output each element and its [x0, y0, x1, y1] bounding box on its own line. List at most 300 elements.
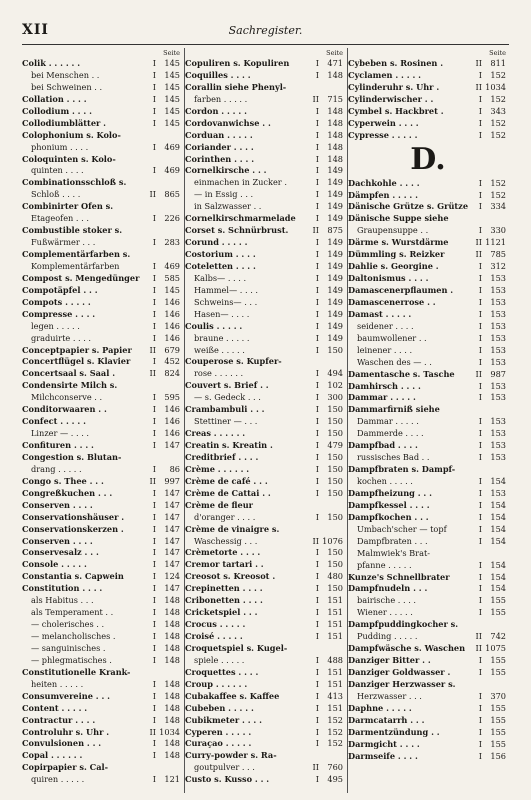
entry-volume: I [315, 392, 319, 403]
index-entry [185, 58, 345, 70]
entry-term: Cyperwein . . . . [348, 117, 419, 128]
entry-page: 150 [327, 416, 343, 427]
index-entry [185, 559, 345, 571]
entry-term: Dampfnudeln . . . [348, 583, 428, 594]
entry-term: Stettiner — . . . [194, 416, 258, 427]
entry-term: — melancholisches . [31, 631, 116, 641]
entry-term: Waschessig . . . [194, 535, 258, 546]
entry-page: 149 [327, 249, 343, 259]
entry-page: 155 [490, 595, 506, 606]
entry-term: Damascenerpflaumen . [348, 285, 454, 295]
index-entry [348, 249, 508, 261]
index-entry [348, 213, 508, 225]
entry-page: 155 [490, 714, 506, 725]
entry-volume: I [315, 774, 319, 785]
index-entry [22, 404, 182, 416]
entry-page: 147 [164, 559, 180, 570]
index-entry [348, 225, 508, 237]
entry-page: 469 [164, 260, 180, 271]
entry-volume: I [478, 535, 482, 546]
entry-volume: I [315, 511, 319, 522]
index-entry [348, 560, 508, 572]
entry-page: 153 [490, 452, 506, 463]
entry-volume: I [152, 81, 156, 92]
entry-volume: I [478, 571, 482, 582]
entry-term: russisches Bad . . [357, 452, 430, 463]
index-entry [185, 106, 345, 118]
index-entry [185, 750, 345, 762]
entry-term: Content . . . . . [22, 702, 88, 713]
entry-page: 146 [164, 320, 180, 331]
entry-volume: II [149, 344, 156, 355]
entry-term: — sanguinisches . [31, 642, 106, 653]
index-entry [22, 524, 182, 536]
entry-term: Compost s. Mengedünger [22, 272, 140, 283]
entry-term: Copirpapier s. Cal- [22, 762, 109, 773]
entry-term: Etageofen . . . [31, 213, 89, 224]
entry-term: Damascenerrose . . [348, 296, 436, 307]
entry-volume: I [478, 201, 482, 212]
entry-volume: I [152, 702, 156, 713]
entry-page: 152 [490, 117, 506, 128]
entry-term: Dammar . . . . . [348, 392, 416, 403]
entry-volume: II [149, 475, 156, 486]
index-entry [22, 738, 182, 750]
entry-term: Croquettes . . . . [185, 666, 259, 677]
entry-volume: I [315, 451, 319, 462]
entry-page: 147 [164, 583, 180, 594]
entry-page: 153 [490, 356, 506, 367]
entry-term: einmachen in Zucker . [194, 177, 287, 188]
entry-term: Couvert s. Brief . . [185, 380, 269, 391]
entry-term: braune . . . . . [194, 332, 250, 343]
entry-term: Copal . . . . . . [22, 750, 83, 761]
index-entry [348, 476, 508, 488]
entry-volume: I [152, 296, 156, 307]
entry-term: Constantia s. Capwein [22, 571, 124, 582]
index-entry [185, 452, 345, 464]
entry-volume: I [315, 237, 319, 248]
entry-volume: I [478, 416, 482, 427]
index-entry [22, 452, 182, 464]
entry-term: Crème de Cattai . . [185, 487, 271, 498]
entry-volume: I [478, 105, 482, 116]
entry-volume: II [149, 368, 156, 379]
entry-term: Coulis . . . . . [185, 320, 243, 331]
entry-term: Croup . . . . . . [185, 678, 248, 689]
entry-term: bei Menschen . . [31, 69, 100, 80]
entry-term: Concertflügel s. Klavier [22, 356, 131, 367]
entry-volume: I [152, 320, 156, 331]
entry-page: 150 [327, 463, 343, 474]
entry-term: Dämpfen . . . . . [348, 189, 418, 200]
entry-volume: I [152, 535, 156, 546]
entry-page: 149 [327, 189, 343, 200]
column-head: Seite [489, 49, 506, 57]
entry-page: 824 [164, 368, 180, 379]
entry-volume: I [152, 511, 156, 522]
entry-volume: I [152, 547, 156, 558]
entry-volume: I [152, 607, 156, 618]
entry-volume: I [152, 213, 156, 224]
entry-page: 1121 [485, 237, 506, 248]
entry-volume: I [315, 213, 319, 224]
entry-page: 1076 [322, 535, 343, 546]
index-column-1 [22, 48, 182, 793]
index-entry [185, 345, 345, 357]
entry-term: Dampfpuddingkocher s. [348, 619, 459, 630]
index-entry [185, 703, 345, 715]
index-entry [348, 631, 508, 643]
entry-page: 150 [327, 487, 343, 498]
entry-page: 154 [490, 535, 506, 546]
entry-page: 121 [164, 774, 180, 785]
entry-term: quinten . . . . [31, 165, 84, 176]
index-entry [22, 392, 182, 404]
index-entry [348, 309, 508, 321]
entry-page: 149 [327, 213, 343, 224]
entry-volume: I [478, 320, 482, 331]
entry-term: Cyclamen . . . . . [348, 69, 422, 80]
entry-page: 150 [327, 583, 343, 594]
entry-term: Dampfkochen . . . [348, 511, 429, 522]
entry-page: 312 [490, 261, 506, 272]
entry-term: Fußwärmer . . . [31, 237, 96, 248]
entry-volume: II [312, 93, 319, 104]
entry-term: Conditorwaaren . . [22, 404, 107, 415]
index-entry [348, 488, 508, 500]
entry-term: Creas . . . . . . [185, 428, 246, 439]
entry-volume: I [315, 559, 319, 570]
entry-volume: I [478, 356, 482, 367]
entry-volume: I [152, 105, 156, 116]
column-head: Seite [326, 49, 343, 57]
entry-page: 151 [327, 702, 343, 713]
index-entry [185, 536, 345, 548]
entry-volume: II [475, 368, 482, 379]
entry-volume: I [315, 690, 319, 701]
index-entry [22, 380, 182, 392]
index-entry [22, 106, 182, 118]
index-entry [348, 273, 508, 285]
entry-volume: I [315, 607, 319, 618]
index-entry [22, 488, 182, 500]
entry-page: 148 [327, 117, 343, 128]
entry-page: 153 [490, 487, 506, 498]
entry-term: Corund . . . . . [185, 237, 248, 248]
entry-term: d'oranger . . . . [194, 511, 256, 522]
entry-term: Waschen des — . . [357, 356, 432, 367]
index-entry [22, 70, 182, 82]
entry-volume: I [315, 308, 319, 319]
index-entry [348, 357, 508, 369]
entry-term: Darmseife . . . . [348, 750, 418, 761]
entry-page: 149 [327, 308, 343, 319]
entry-page: 150 [327, 475, 343, 486]
entry-volume: II [475, 58, 482, 68]
entry-page: 679 [164, 344, 180, 355]
entry-page: 148 [164, 619, 180, 630]
entry-page: 153 [490, 296, 506, 307]
index-entry [348, 381, 508, 393]
entry-volume: I [315, 487, 319, 498]
entry-volume: I [152, 237, 156, 248]
entry-term: Herzwasser . . . [357, 690, 422, 701]
entry-term: baumwollener . . [357, 332, 427, 343]
entry-term: Conserven . . . . [22, 535, 93, 546]
index-entry [22, 500, 182, 512]
entry-term: Compots . . . . . [22, 296, 91, 307]
entry-page: 334 [490, 201, 506, 212]
entry-volume: I [478, 452, 482, 463]
entry-volume: I [478, 380, 482, 391]
index-entry [348, 118, 508, 130]
entry-volume: I [315, 595, 319, 606]
entry-page: 151 [327, 666, 343, 677]
index-entry [185, 488, 345, 500]
entry-volume: I [152, 678, 156, 689]
entry-volume: I [152, 738, 156, 749]
entry-page: 145 [164, 69, 180, 80]
entry-page: 153 [490, 428, 506, 439]
entry-page: 148 [164, 678, 180, 689]
entry-page: 154 [490, 559, 506, 570]
index-entry [348, 82, 508, 94]
entry-volume: I [478, 655, 482, 666]
entry-term: Conceptpapier s. Papier [22, 344, 132, 355]
entry-page: 153 [490, 380, 506, 391]
index-entry [22, 237, 182, 249]
entry-term: Crème de vinaigre s. [185, 523, 280, 534]
index-entry [185, 273, 345, 285]
entry-page: 145 [164, 105, 180, 116]
index-entry [185, 416, 345, 428]
entry-term: Dampfwäsche s. Waschen [348, 643, 466, 654]
index-entry [22, 547, 182, 559]
entry-volume: I [152, 523, 156, 534]
entry-term: — s. Gedeck . . . [194, 392, 261, 403]
entry-volume: I [315, 726, 319, 737]
index-entry [22, 440, 182, 452]
entry-volume: I [478, 440, 482, 451]
entry-volume: I [152, 141, 156, 152]
column-head: Seite [163, 49, 180, 57]
index-entry [185, 249, 345, 261]
entry-term: Corinthen . . . . [185, 153, 255, 164]
entry-volume: I [315, 380, 319, 391]
entry-page: 146 [164, 296, 180, 307]
entry-term: Cubakaffee s. Kaffee [185, 690, 280, 701]
index-entry [348, 607, 508, 619]
index-entry [22, 631, 182, 643]
entry-volume: I [152, 583, 156, 594]
index-entry [348, 667, 508, 679]
entry-page: 760 [327, 762, 343, 773]
index-entry [185, 404, 345, 416]
index-entry [22, 297, 182, 309]
entry-term: Cybeben s. Rosinen . [348, 58, 444, 68]
entry-volume: I [152, 499, 156, 510]
entry-page: 479 [327, 440, 343, 450]
index-entry [348, 392, 508, 404]
index-entry [185, 715, 345, 727]
entry-volume: I [478, 607, 482, 618]
index-entry [22, 762, 182, 774]
entry-volume: I [152, 654, 156, 665]
index-entry [185, 428, 345, 440]
index-entry [185, 165, 345, 177]
entry-term: Därme s. Wurstdärme [348, 237, 449, 248]
entry-volume: I [478, 702, 482, 713]
entry-volume: I [478, 392, 482, 403]
index-entry [348, 751, 508, 763]
entry-volume: I [315, 678, 319, 689]
entry-term: Damentasche s. Tasche [348, 368, 455, 379]
entry-term: Crème de fleur [185, 499, 253, 510]
index-entry [348, 583, 508, 595]
entry-term: Daphne . . . . . [348, 702, 412, 713]
entry-term: Danziger Bitter . . [348, 655, 431, 666]
entry-term: goutpulver . . . [194, 762, 255, 773]
entry-page: 154 [490, 571, 506, 582]
entry-page: 149 [327, 332, 343, 343]
index-entry [185, 177, 345, 189]
entry-volume: I [478, 273, 482, 284]
index-entry [22, 261, 182, 273]
entry-volume: I [315, 284, 319, 295]
entry-term: Corset s. Schnürbrust. [185, 225, 289, 236]
entry-term: Darmgicht . . . . [348, 738, 420, 749]
entry-term: Dümmling s. Reizker [348, 249, 445, 260]
entry-term: Condensirte Milch s. [22, 380, 118, 391]
index-entry [348, 369, 508, 381]
entry-page: 147 [164, 535, 180, 546]
entry-term: Corduan . . . . . [185, 129, 253, 140]
entry-term: Coriander . . . . [185, 141, 254, 152]
entry-page: 148 [164, 631, 180, 641]
entry-term: Cubeben . . . . . [185, 702, 254, 713]
entry-term: Conservationshäuser . [22, 511, 125, 522]
entry-page: 148 [327, 105, 343, 116]
entry-term: Cricketspiel . . . [185, 607, 258, 618]
entry-page: 153 [490, 440, 506, 451]
index-entry [348, 345, 508, 357]
entry-term: Danziger Herzwasser s. [348, 678, 456, 689]
entry-term: Schweins— . . . [194, 296, 258, 307]
entry-term: Cypresse . . . . . [348, 129, 418, 140]
entry-term: Dampfkessel . . . . [348, 499, 430, 510]
index-entry [185, 500, 345, 512]
index-entry [185, 583, 345, 595]
index-entry [22, 559, 182, 571]
entry-volume: I [478, 177, 482, 188]
entry-volume: I [152, 750, 156, 761]
entry-term: Crème . . . . . . [185, 463, 250, 474]
entry-volume: I [315, 619, 319, 630]
entry-volume: I [152, 69, 156, 80]
index-entry [22, 94, 182, 106]
entry-volume: I [315, 738, 319, 749]
entry-volume: I [478, 93, 482, 104]
entry-volume: I [478, 308, 482, 319]
entry-term: Dammar . . . . . [357, 416, 419, 427]
entry-page: 150 [327, 404, 343, 415]
entry-page: 152 [327, 738, 343, 749]
entry-volume: I [152, 714, 156, 725]
entry-term: Conserven . . . . [22, 499, 93, 510]
index-entry [348, 595, 508, 607]
entry-page: 146 [164, 416, 180, 427]
entry-term: drang . . . . . [31, 463, 82, 474]
index-entry [348, 703, 508, 715]
page-header [0, 22, 531, 42]
index-entry [185, 547, 345, 559]
entry-volume: I [315, 475, 319, 486]
entry-volume: II [312, 225, 319, 236]
entry-volume: I [315, 189, 319, 200]
entry-term: Komplementärfarben [31, 260, 120, 271]
page-number: XII [22, 22, 49, 38]
entry-page: 495 [327, 774, 343, 785]
index-entry [22, 667, 182, 679]
index-entry [185, 356, 345, 368]
entry-term: Linzer — . . . . [31, 428, 90, 439]
index-column-2 [185, 48, 345, 793]
entry-page: 153 [490, 273, 506, 284]
entry-page: 150 [327, 344, 343, 355]
entry-volume: I [315, 58, 319, 68]
entry-page: 156 [490, 750, 506, 761]
index-entry [185, 595, 345, 607]
entry-page: 149 [327, 272, 343, 283]
entry-page: 155 [490, 738, 506, 749]
entry-volume: I [478, 511, 482, 522]
entry-term: Compotäpfel . . . [22, 284, 98, 295]
index-entry [185, 285, 345, 297]
entry-term: Costorium . . . . [185, 249, 256, 259]
index-entry [22, 165, 182, 177]
entry-page: 149 [327, 201, 343, 212]
entry-term: Kunze's Schnellbrater [348, 571, 450, 582]
index-entry [185, 368, 345, 380]
index-entry [185, 571, 345, 583]
entry-term: Constitutionelle Krank- [22, 666, 131, 677]
entry-volume: I [315, 320, 319, 331]
index-entry [22, 512, 182, 524]
index-entry [348, 178, 508, 190]
index-entry [22, 225, 182, 237]
index-entry [22, 727, 182, 739]
entry-term: Constitution . . . . [22, 583, 103, 594]
index-entry [22, 679, 182, 691]
index-entry [185, 309, 345, 321]
entry-page: 145 [164, 117, 180, 128]
entry-volume: I [478, 476, 482, 486]
entry-term: Graupensuppe . . [357, 225, 429, 236]
index-entry [348, 94, 508, 106]
index-entry [348, 201, 508, 213]
entry-term: Cylinderwischer . . [348, 93, 434, 104]
index-entry [348, 428, 508, 440]
entry-page: 147 [164, 523, 180, 534]
entry-page: 155 [490, 667, 506, 677]
entry-page: 147 [164, 499, 180, 510]
entry-volume: I [315, 249, 319, 259]
entry-page: 151 [327, 678, 343, 689]
header-rule [22, 44, 509, 45]
entry-term: — phlegmatisches . [31, 654, 112, 665]
index-entry [22, 583, 182, 595]
